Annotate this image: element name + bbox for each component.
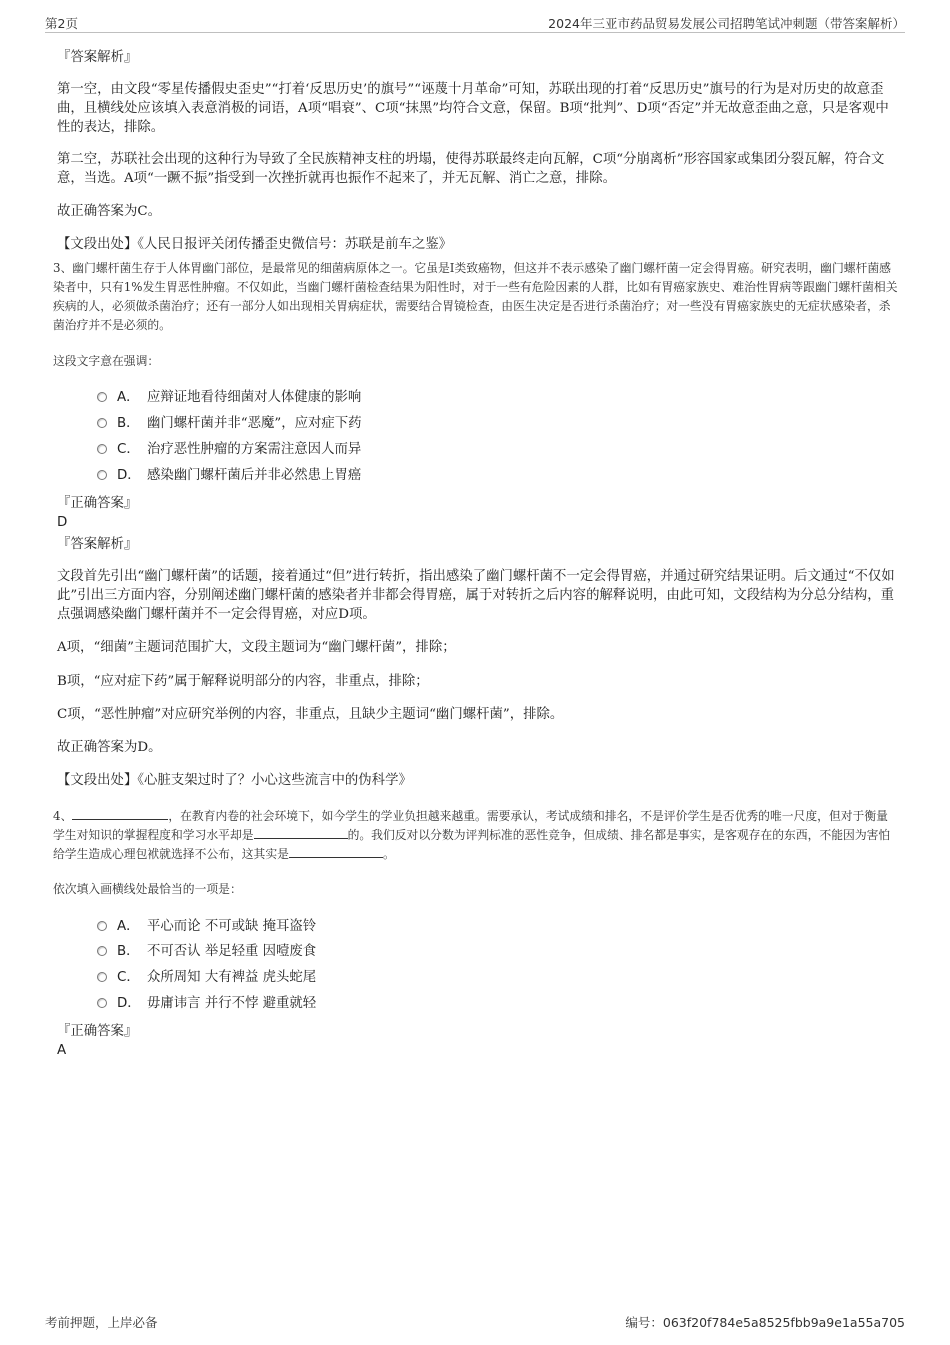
q3-source: 【文段出处】《心脏支架过时了？小心这些流言中的伪科学》 bbox=[57, 773, 412, 788]
q2-analysis-label: 『答案解析』 bbox=[57, 50, 138, 65]
q2-source: 【文段出处】《人民日报评关闭传播歪史微信号：苏联是前车之鉴》 bbox=[57, 237, 453, 252]
q4-option-c[interactable]: C． 众所周知 大有裨益 虎头蛇尾 bbox=[97, 968, 316, 988]
radio-icon[interactable] bbox=[97, 921, 107, 931]
radio-icon[interactable] bbox=[97, 392, 107, 402]
q3-option-a[interactable]: A． 应辩证地看待细菌对人体健康的影响 bbox=[97, 388, 361, 408]
q4-blank-1 bbox=[72, 807, 168, 820]
q4-option-b[interactable]: B． 不可否认 举足轻重 因噎废食 bbox=[97, 942, 316, 962]
radio-icon[interactable] bbox=[97, 998, 107, 1008]
radio-icon[interactable] bbox=[97, 946, 107, 956]
q3-option-c[interactable]: C． 治疗恶性肿瘤的方案需注意因人而异 bbox=[97, 440, 361, 460]
q4-blank-3 bbox=[289, 845, 383, 858]
q3-option-b[interactable]: B． 幽门螺杆菌并非“恶魔”，应对症下药 bbox=[97, 414, 362, 434]
q3-prompt: 这段文字意在强调： bbox=[53, 354, 160, 368]
q3-stem: 3、幽门螺杆菌生存于人体胃幽门部位，是最常见的细菌病原体之一。它虽是I类致癌物，但这并不表示感染了幽门螺杆菌一定会得胃癌。研究表明，幽门螺杆菌感染者中，只有1%发生胃恶性肿瘤。不仅如此，当幽门螺杆菌检查结果为阳性时，对于一些有危险因素的人群，比如有胃癌家族史、难治性胃病等跟幽门螺杆菌相关疾病的人，必须做杀菌治疗；还有一部分人如出现相关胃病症状，需要结合胃镜检查，由医生决定是否进行杀菌治疗；对一些没有胃癌家族史的无症状感染者，杀菌治疗并不是必须的。 bbox=[53, 261, 898, 332]
q3-analysis-option-a: A项，“细菌”主题词范围扩大，文段主题词为“幽门螺杆菌”，排除； bbox=[57, 640, 456, 655]
q4-correct-label: 『正确答案』 bbox=[57, 1024, 138, 1039]
page-header bbox=[45, 14, 905, 33]
page-number: 第2页 bbox=[45, 16, 78, 31]
q3-conclusion: 故正确答案为D。 bbox=[57, 740, 162, 755]
q4-prompt: 依次填入画横线处最恰当的一项是： bbox=[53, 882, 242, 896]
q2-analysis-paragraph-1: 第一空，由文段“零星传播假史歪史”“打着‘反思历史’的旗号”“诬蔑十月革命”可知，苏联出现的打着“反思历史”旗号的行为是对历史的故意歪曲，且横线处应该填入表意消极的词语，A项“唱衰”、C项“抹黑”均符合文意，保留。B项“批判”、D项“否定”并无故意歪曲之意，只是客观中性的表达，排除。 bbox=[57, 82, 889, 135]
q3-analysis-paragraph: 文段首先引出“幽门螺杆菌”的话题，接着通过“但”进行转折，指出感染了幽门螺杆菌不一定会得胃癌，并通过研究结果证明。后文通过“不仅如此”引出三方面内容，分别阐述幽门螺杆菌的感染者并非都会得胃癌，属于对转折之后内容的解释说明，由此可知，文段结构为分总分结构，重点强调感染幽门螺杆菌并不一定会得胃癌，对应D项。 bbox=[57, 569, 895, 622]
radio-icon[interactable] bbox=[97, 444, 107, 454]
radio-icon[interactable] bbox=[97, 418, 107, 428]
radio-icon[interactable] bbox=[97, 470, 107, 480]
q3-answer: D bbox=[57, 515, 68, 530]
q3-analysis-option-c: C项，“恶性肿瘤”对应研究举例的内容，非重点，且缺少主题词“幽门螺杆菌”，排除。 bbox=[57, 707, 564, 722]
q2-analysis-paragraph-2: 第二空，苏联社会出现的这种行为导致了全民族精神支柱的坍塌，使得苏联最终走向瓦解，C项“分崩离析”形容国家或集团分裂瓦解，符合文意，当选。A项“一蹶不振”指受到一次挫折就再也振作不起来了，并无瓦解、消亡之意，排除。 bbox=[57, 152, 885, 186]
q2-conclusion: 故正确答案为C。 bbox=[57, 204, 161, 219]
document-code: 编号：063f20f784e5a8525fbb9a9e1a55a705 bbox=[625, 1315, 905, 1330]
footer-slogan: 考前押题，上岸必备 bbox=[45, 1315, 158, 1330]
radio-icon[interactable] bbox=[97, 972, 107, 982]
q4-option-a[interactable]: A． 平心而论 不可或缺 掩耳盗铃 bbox=[97, 917, 316, 937]
q3-analysis-label: 『答案解析』 bbox=[57, 537, 138, 552]
page-footer bbox=[45, 1313, 905, 1331]
q4-answer: A bbox=[57, 1043, 67, 1058]
q3-correct-label: 『正确答案』 bbox=[57, 496, 138, 511]
q4-option-d[interactable]: D． 毋庸讳言 并行不悖 避重就轻 bbox=[97, 994, 316, 1014]
q3-option-d[interactable]: D． 感染幽门螺杆菌后并非必然患上胃癌 bbox=[97, 466, 361, 486]
q4-blank-2 bbox=[254, 826, 348, 839]
q4-stem: 4、 ，在教育内卷的社会环境下，如今学生的学业负担越来越重。需要承认，考试成绩和排名，不是评价学生是否优秀的唯一尺度，但对于衡量学生对知识的掌握程度和学习水平却是 的。我们反对以分数为评判标准的恶性竞争，但成绩、排名都是事实，是客观存在的东西，不能因为害怕给学生造成心理包袱就选择不公布，这其实是 。 bbox=[53, 809, 891, 861]
q3-analysis-option-b: B项，“应对症下药”属于解释说明部分的内容，非重点，排除； bbox=[57, 674, 429, 689]
document-title: 2024年三亚市药品贸易发展公司招聘笔试冲刺题（带答案解析） bbox=[548, 16, 905, 31]
